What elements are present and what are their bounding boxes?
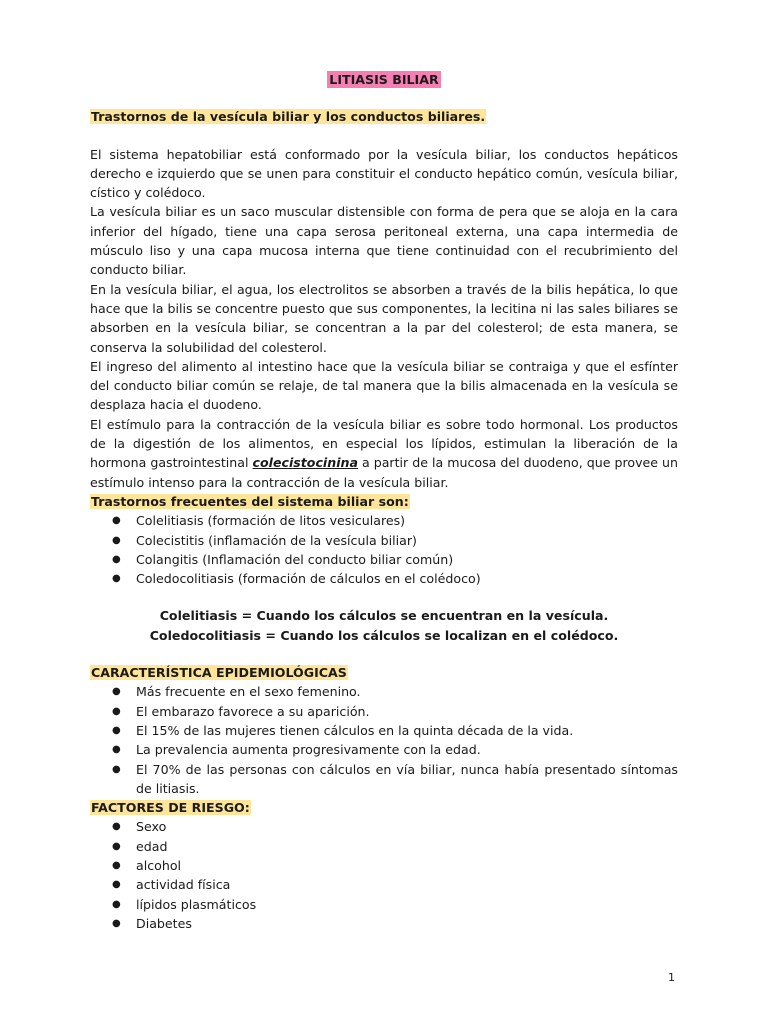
bullet-icon: ●: [112, 724, 121, 736]
list-item-text: Más frecuente en el sexo femenino.: [136, 684, 361, 700]
subtitle-row: [90, 107, 678, 126]
paragraph-4: El ingreso del alimento al intestino hace que la vesícula biliar se contraiga y que el esfínter del conducto biliar común se relaje, de tal manera que la bilis almacenada en la vesícula se desplaza hacia el duodeno.: [90, 358, 678, 413]
list-item: [112, 682, 678, 701]
list-item: [112, 721, 678, 740]
list-item: [112, 914, 678, 933]
list-item: [112, 760, 678, 799]
paragraph-2: La vesícula biliar es un saco muscular distensible con forma de pera que se aloja en la cara inferior del hígado, tiene una capa serosa peritoneal externa, una capa intermedia de músculo liso y una capa mucosa interna que tiene continuidad con el recubrimiento del conducto biliar.: [90, 204, 678, 278]
list-item: [112, 511, 678, 530]
risk-heading-row: [90, 798, 678, 817]
term-colecistocinina: colecistocinina: [252, 455, 358, 471]
document-title: LITIASIS BILIAR: [329, 72, 439, 87]
list-item: [112, 875, 678, 894]
paragraph-5-text-a: El estímulo para la contracción de la vesícula biliar es sobre todo hormonal. Los productos de la digestión de los alimentos, en especial los lípidos, estimulan la liberación de la hormona gastrointestinal: [90, 416, 678, 471]
list-item: [112, 702, 678, 721]
paragraph-5-text-b: a partir de la mucosa del duodeno, que provee un estímulo intenso para la contracción de la vesícula biliar.: [90, 455, 678, 490]
epidemiology-list: [90, 682, 678, 798]
list-item-text: El embarazo favorece a su aparición.: [136, 703, 370, 719]
bullet-icon: ●: [112, 573, 121, 585]
document-subtitle: Trastornos de la vesícula biliar y los conductos biliares.: [91, 109, 486, 125]
list-item-text: El 70% de las personas con cálculos en vía biliar, nunca había presentado síntomas de litiasis.: [136, 761, 678, 796]
list-item-text: Colangitis (Inflamación del conducto biliar común): [136, 551, 454, 567]
bullet-icon: ●: [112, 553, 121, 565]
title-row: [90, 70, 678, 89]
bullet-icon: ●: [112, 534, 121, 546]
document-body: [90, 70, 678, 933]
list-item: [112, 817, 678, 836]
bullet-icon: ●: [112, 821, 121, 833]
list-item-text: lípidos plasmáticos: [136, 896, 257, 912]
list-item-text: Colecistitis (inflamación de la vesícula biliar): [136, 532, 417, 548]
list-item: [112, 550, 678, 569]
bullet-icon: ●: [112, 898, 121, 910]
paragraph-5: [90, 415, 678, 492]
disorders-heading: Trastornos frecuentes del sistema biliar son:: [91, 493, 409, 509]
list-item: [112, 569, 678, 588]
definition-coledocolitiasis: Coledocolitiasis = Cuando los cálculos se localizan en el colédoco.: [149, 627, 619, 643]
bullet-icon: ●: [112, 515, 121, 527]
bullet-icon: ●: [112, 763, 121, 775]
bullet-icon: ●: [112, 840, 121, 852]
list-item-text: Diabetes: [136, 915, 192, 931]
list-item: [112, 740, 678, 759]
list-item-text: La prevalencia aumenta progresivamente con la edad.: [136, 742, 481, 758]
list-item: [112, 837, 678, 856]
list-item-text: alcohol: [136, 857, 182, 873]
bullet-icon: ●: [112, 859, 121, 871]
list-item: [112, 856, 678, 875]
list-item-text: edad: [136, 838, 168, 854]
bullet-icon: ●: [112, 917, 121, 929]
list-item-text: Colelitiasis (formación de litos vesiculares): [136, 513, 406, 529]
list-item-text: Coledocolitiasis (formación de cálculos en el colédoco): [136, 571, 481, 587]
paragraph-3: En la vesícula biliar, el agua, los electrolitos se absorben a través de la bilis hepática, lo que hace que la bilis se concentre puesto que sus componentes, la lecitina ni las sales biliares se absorben en la vesícula biliar, se concentran a la par del colesterol; de esta manera, se conserva la solubilidad del colesterol.: [90, 281, 678, 355]
bullet-icon: ●: [112, 686, 121, 698]
paragraph-1: El sistema hepatobiliar está conformado por la vesícula biliar, los conductos hepáticos derecho e izquierdo que se unen para constituir el conducto hepático común, vesícula biliar, cístico y colédoco.: [90, 146, 678, 201]
list-item: [112, 531, 678, 550]
epidemiology-heading: CARACTERÍSTICA EPIDEMIOLÓGICAS: [91, 665, 347, 681]
disorders-list: [90, 511, 678, 588]
bullet-icon: ●: [112, 705, 121, 717]
list-item-text: actividad física: [136, 877, 231, 893]
risk-factors-list: [90, 817, 678, 933]
list-item-text: El 15% de las mujeres tienen cálculos en la quinta década de la vida.: [136, 722, 574, 738]
list-item-text: Sexo: [136, 819, 167, 835]
bullet-icon: ●: [112, 744, 121, 756]
risk-factors-heading: FACTORES DE RIESGO:: [91, 800, 250, 816]
definitions-block: [90, 606, 678, 645]
list-item: [112, 895, 678, 914]
bullet-icon: ●: [112, 879, 121, 891]
page-number: 1: [668, 971, 675, 984]
disorders-heading-row: [90, 492, 678, 511]
definition-colelitiasis: Colelitiasis = Cuando los cálculos se encuentran en la vesícula.: [159, 608, 609, 624]
epidemiology-heading-row: [90, 663, 678, 682]
